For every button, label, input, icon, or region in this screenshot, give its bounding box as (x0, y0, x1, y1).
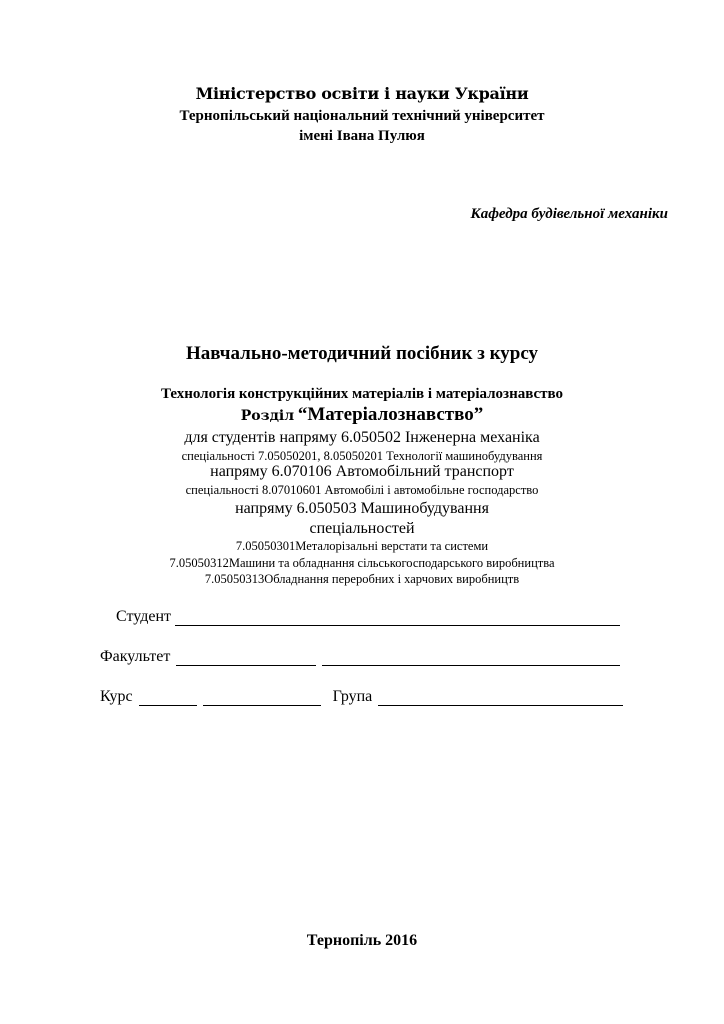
faculty-blank-2[interactable] (322, 649, 620, 666)
faculty-field (100, 648, 620, 666)
faculty-blank-1[interactable] (176, 649, 316, 666)
university-named-after: імені Івана Пулюя (299, 128, 425, 144)
specialty-line: напряму 6.070106 Автомобільний транспорт (210, 463, 514, 480)
specialty-line: спеціальностей (309, 520, 415, 537)
section-title (0, 404, 724, 426)
course-title: Технологія конструкційних матеріалів і матеріалознавство (160, 386, 564, 402)
group-label: Група (332, 688, 373, 705)
specialty-line: 7.05050301Металорізальні верстати та системи (235, 539, 489, 553)
section-label: Розділ (240, 408, 295, 424)
university-name: Тернопільський національний технічний університет (179, 108, 545, 124)
course-blank-1[interactable] (139, 689, 197, 706)
student-field (116, 608, 620, 626)
department-name: Кафедра будівельної механіки (470, 206, 668, 222)
specialty-line: напряму 6.050503 Машинобудування (235, 500, 489, 517)
specialty-line: спеціальності 8.07010601 Автомобілі і автомобільне господарство (185, 483, 539, 497)
specialty-line: 7.05050313Обладнання переробних і харчових виробництв (204, 572, 520, 586)
course-label: Курс (100, 688, 133, 705)
group-blank[interactable] (378, 689, 623, 706)
student-label: Студент (116, 608, 172, 625)
specialty-line: спеціальності 7.05050201, 8.05050201 Технології машинобудування (181, 449, 543, 463)
student-blank[interactable] (175, 609, 620, 626)
manual-title: Навчально-методичний посібник з курсу (185, 343, 539, 364)
faculty-label: Факультет (100, 648, 171, 665)
specialty-line: для студентів напряму 6.050502 Інженерна механіка (184, 429, 540, 446)
section-name: “Матеріалознавство” (297, 404, 484, 425)
course-blank-2[interactable] (203, 689, 321, 706)
specialty-line: 7.05050312Машини та обладнання сільськогосподарського виробництва (169, 556, 555, 570)
city-year: Тернопіль 2016 (306, 932, 418, 949)
ministry-name: Міністерство освіти і науки України (195, 84, 529, 103)
course-group-field (100, 688, 623, 706)
